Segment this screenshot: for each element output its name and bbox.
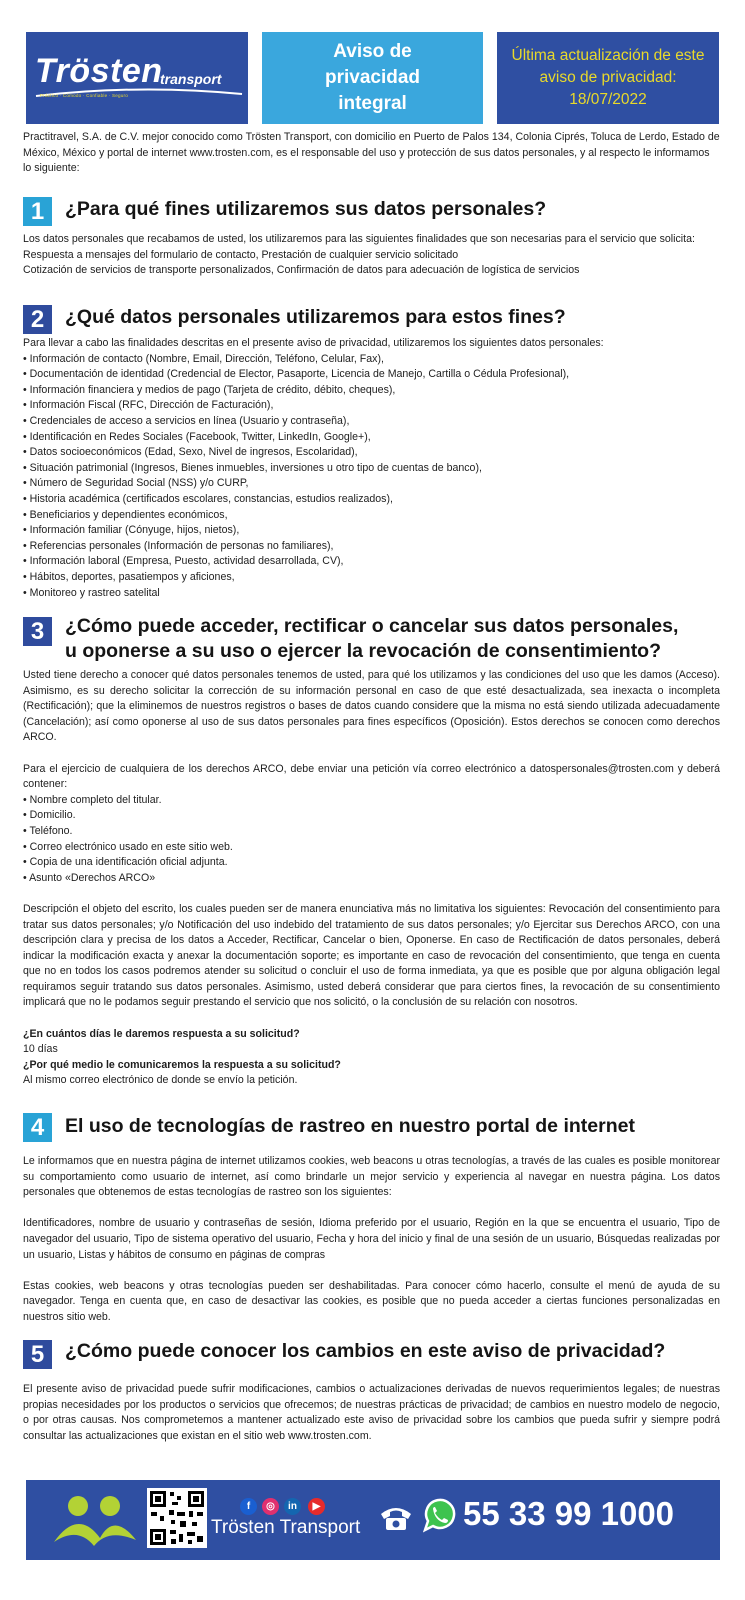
- faq-answer: Al mismo correo electrónico de donde se envío la petición.: [23, 1074, 298, 1087]
- section-4-paragraph: Le informamos que en nuestra página de internet utilizamos cookies, web beacons u otras tecnologías, a través de las cuales es posible monitorear su comportamiento como usuario de internet, así como brindarle un mejor servicio y experiencia al navegar en nuestra página. Los datos personales que obtenemos de estas tecnologías de rastreo son los siguientes:: [23, 1155, 720, 1199]
- section-number-2: 2: [23, 305, 52, 334]
- section-5-heading: ¿Cómo puede conocer los cambios en este aviso de privacidad?: [65, 1340, 666, 1362]
- list-item: • Número de Seguridad Social (NSS) y/o CURP,: [23, 477, 249, 490]
- section-4-heading: El uso de tecnologías de rastreo en nuestro portal de internet: [65, 1115, 635, 1137]
- section-2-lead: Para llevar a cabo las finalidades descritas en el presente aviso de privacidad, utilizaremos los siguientes datos personales:: [23, 337, 604, 349]
- section-3-body: [23, 668, 720, 1089]
- section-4-body: [23, 1154, 720, 1326]
- list-item: • Hábitos, deportes, pasatiempos y aficiones,: [23, 570, 235, 583]
- list-item: • Correo electrónico usado en este sitio web.: [23, 840, 233, 853]
- section-1-line: Los datos personales que recabamos de usted, los utilizaremos para las siguientes finalidades que son necesarias para el servicio que solicita:: [23, 233, 695, 245]
- list-item: • Información de contacto (Nombre, Email, Dirección, Teléfono, Celular, Fax),: [23, 352, 384, 365]
- logo-subword: transport: [160, 71, 222, 87]
- section-4-paragraph: Identificadores, nombre de usuario y contraseñas de sesión, Idioma preferido por el usuario, Región en la que se encuentra el usuario, Tipo de navegador del usuario, Tipo de sistema operativo del usuario, Fecha y hora del inicio y final de una sesión de un usuario, Búsquedas realizadas por un usuario, Listas y hábitos de consumo en páginas de compras: [23, 1217, 720, 1261]
- section-5-paragraph: El presente aviso de privacidad puede sufrir modificaciones, cambios o actualizaciones derivadas de nuevos requerimientos legales; de nuestras propias necesidades por los productos o servicios que ofrecemos; de nuestras prácticas de privacidad; de cambios en nuestro modelo de negocio, o por otras causas. Nos comprometemos a mantener actualizado este aviso de privacidad sobre los cambios que pueda sufrir y siempre podrá consultar las actualizaciones que existan en el sitio web www.trosten.com.: [23, 1383, 720, 1442]
- section-2-heading: ¿Qué datos personales utilizaremos para estos fines?: [65, 306, 566, 328]
- section-3-paragraph: Para el ejercicio de cualquiera de los derechos ARCO, debe enviar una petición vía correo electrónico a datospersonales@trosten.com y deberá contener:: [23, 762, 720, 791]
- document-title: Aviso de privacidad integral: [324, 41, 421, 114]
- faq-question: ¿Por qué medio le comunicaremos la respuesta a su solicitud?: [23, 1058, 341, 1071]
- section-2-body: [23, 336, 720, 601]
- list-item: • Referencias personales (Información de personas no familiares),: [23, 539, 334, 552]
- list-item: • Teléfono.: [23, 824, 73, 837]
- linkedin-icon[interactable]: in: [284, 1498, 301, 1515]
- instagram-icon[interactable]: ◎: [262, 1498, 279, 1515]
- list-item: • Domicilio.: [23, 809, 76, 822]
- list-item: • Copia de una identificación oficial adjunta.: [23, 856, 228, 869]
- list-item: • Datos socioeconómicos (Edad, Sexo, Nivel de ingresos, Escolaridad),: [23, 446, 358, 459]
- section-1-body: [23, 232, 720, 279]
- phone-number[interactable]: 55 33 99 1000: [463, 1495, 675, 1532]
- facebook-icon[interactable]: f: [240, 1498, 257, 1515]
- section-3-paragraph: Usted tiene derecho a conocer qué datos personales tenemos de usted, para qué los utilizamos y las condiciones del uso que les damos (Acceso). Asimismo, es su derecho solicitar la corrección de su información personal en caso de que esté desactualizada, sea inexacta o incompleta (Rectificación); que la eliminemos de nuestros registros o bases de datos cuando considere que la misma no está siendo utilizada adecuadamente (Cancelación); así como oponerse al uso de sus datos personales para fines específicos (Oposición). Estos derechos se conocen como derechos ARCO.: [23, 669, 720, 744]
- list-item: • Información familiar (Cónyuge, hijos, nietos),: [23, 524, 240, 537]
- list-item: • Información laboral (Empresa, Puesto, actividad desarrollada, CV),: [23, 555, 344, 568]
- whatsapp-icon[interactable]: [421, 1497, 457, 1533]
- section-4-paragraph: Estas cookies, web beacons y otras tecnologías pueden ser deshabilitadas. Para conocer cómo hacerlo, consulte el menú de ayuda de su navegador. Tenga en cuenta que, en caso de desactivar las cookies, es posible que no pueda acceder a ciertas funciones personalizadas en nuestros sitio web.: [23, 1279, 720, 1323]
- list-item: • Documentación de identidad (Credencial de Elector, Pasaporte, Licencia de Manejo, Cartilla o Cédula Profesional),: [23, 368, 570, 381]
- list-item: • Credenciales de acceso a servicios en línea (Usuario y contraseña),: [23, 414, 350, 427]
- section-number-1: 1: [23, 197, 52, 226]
- list-item: • Identificación en Redes Sociales (Facebook, Twitter, LinkedIn, Google+),: [23, 430, 371, 443]
- last-updated-text: Última actualización de este aviso de privacidad: 18/07/2022: [511, 47, 705, 108]
- list-item: • Monitoreo y rastreo satelital: [23, 586, 160, 599]
- logo-tagline: Práctico · Cómodo · Confiable · Seguro: [40, 93, 129, 98]
- passengers-icon: [48, 1490, 140, 1552]
- section-1-line: Cotización de servicios de transporte personalizados, Confirmación de datos para adecuación de logística de servicios: [23, 264, 580, 277]
- list-item: • Información Fiscal (RFC, Dirección de Facturación),: [23, 399, 274, 412]
- footer-brand-name: Trösten Transport: [211, 1517, 361, 1538]
- logo-wordmark: Trösten: [35, 52, 163, 90]
- brand-logo-block: [26, 32, 248, 124]
- section-number-4: 4: [23, 1113, 52, 1142]
- faq-answer: 10 días: [23, 1043, 58, 1056]
- section-5-body: [23, 1382, 720, 1444]
- document-title-block: [262, 32, 483, 124]
- qr-code[interactable]: [147, 1488, 207, 1548]
- list-item: • Asunto «Derechos ARCO»: [23, 871, 156, 884]
- section-1-heading: ¿Para qué fines utilizaremos sus datos personales?: [65, 198, 547, 220]
- section-number-3: 3: [23, 617, 52, 646]
- intro-paragraph: Practitravel, S.A. de C.V. mejor conocido como Trösten Transport, con domicilio en Puerto de Palos 134, Colonia Ciprés, Toluca de Lerdo, Estado de México, México y portal de internet www.trosten.com, es el responsable del uso y protección de sus datos personales, y al respecto le informamos lo siguiente:: [23, 131, 720, 175]
- section-3-heading: ¿Cómo puede acceder, rectificar o cancelar sus datos personales, u oponerse a su uso o ejercer la revocación de consentimiento?: [65, 615, 679, 662]
- list-item: • Historia académica (certificados escolares, constancias, estudios realizados),: [23, 492, 393, 505]
- list-item: • Información financiera y medios de pago (Tarjeta de crédito, débito, cheques),: [23, 383, 396, 396]
- youtube-icon[interactable]: ▶: [308, 1498, 325, 1515]
- list-item: • Situación patrimonial (Ingresos, Bienes inmuebles, inversiones u otro tipo de cuentas de banco),: [23, 461, 482, 474]
- section-number-5: 5: [23, 1340, 52, 1369]
- section-1-line: Respuesta a mensajes del formulario de contacto, Prestación de cualquier servicio solicitado: [23, 248, 459, 261]
- contact-footer: [26, 1480, 720, 1560]
- faq-question: ¿En cuántos días le daremos respuesta a su solicitud?: [23, 1027, 300, 1040]
- last-updated-block: [497, 32, 719, 124]
- telephone-icon: [378, 1502, 414, 1532]
- section-3-paragraph: Descripción el objeto del escrito, los cuales pueden ser de manera enunciativa más no limitativa los siguientes: Revocación del consentimiento para tratar sus datos personales; y/o Notificación del uso indebido del tratamiento de sus datos personales; y/o Ejercitar sus Derechos ARCO, con una descripción clara y precisa de los datos a Acceder, Rectificar, Cancelar o bien, Oponerse. En caso de Rectificación de datos personales, deberá indicar la modificación exacta y anexar la documentación soporte; es importante en caso de revocación del consentimiento, que tenga en cuenta que no en todos los casos podremos atender su solicitud o concluir el uso de forma inmediata, ya que es posible que por alguna obligación legal requiramos seguir tratando sus datos personales. Asimismo, usted deberá considerar que para ciertos fines, la revocación de su consentimiento implicará que no le podamos seguir prestando el servicio que nos solicitó, o la conclusión de su relación con nosotros.: [23, 902, 720, 1009]
- list-item: • Nombre completo del titular.: [23, 793, 162, 806]
- list-item: • Beneficiarios y dependientes económicos,: [23, 508, 228, 521]
